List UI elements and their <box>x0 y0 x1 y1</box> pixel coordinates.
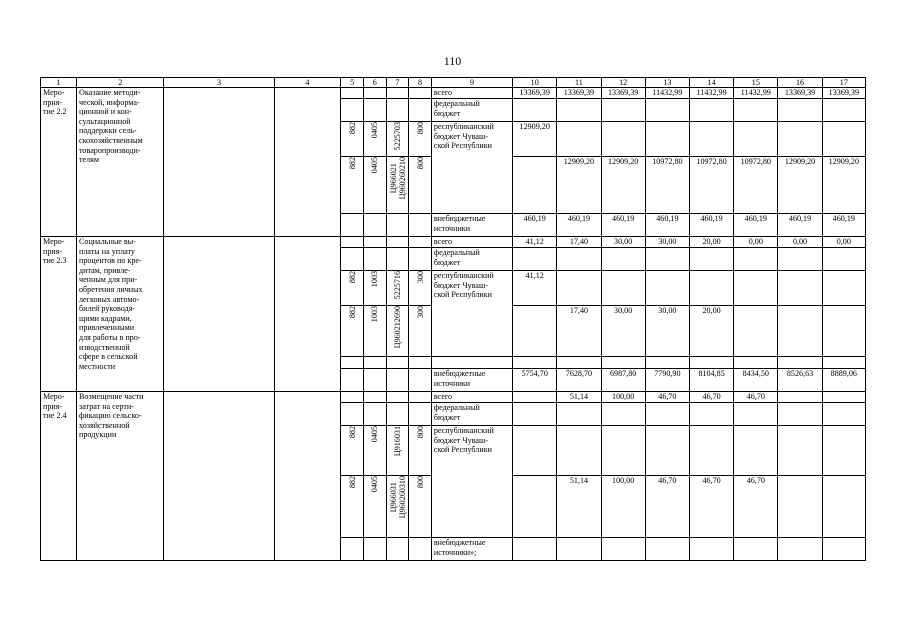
value-cell: 17,40 <box>557 237 601 248</box>
value-cell: 0,00 <box>778 237 822 248</box>
measure-id: Меро- прня- тие 2.2 <box>41 88 77 237</box>
value-cell: 11432,99 <box>689 88 733 99</box>
value-cell: 8434,50 <box>734 369 778 392</box>
value-cell <box>822 306 865 357</box>
value-cell <box>822 538 865 561</box>
measure-id: Меро- прия- тие 2.4 <box>41 392 77 561</box>
value-cell: 0,00 <box>822 237 865 248</box>
value-cell <box>513 392 557 403</box>
value-cell: 30,00 <box>601 237 645 248</box>
value-cell: 8104,85 <box>689 369 733 392</box>
column-number-cell: 13 <box>645 78 689 88</box>
value-cell: 51,14 <box>557 476 601 538</box>
value-cell: 11432,99 <box>645 88 689 99</box>
empty-cell <box>431 357 512 369</box>
value-cell: 8889,06 <box>822 369 865 392</box>
value-cell: 5754,70 <box>513 369 557 392</box>
value-cell <box>601 248 645 271</box>
column-number-cell: 7 <box>386 78 409 88</box>
source-label: федеральный бюджет <box>431 248 512 271</box>
code-cell <box>363 538 386 561</box>
value-cell <box>734 99 778 122</box>
grbs-code: 882 <box>341 271 364 306</box>
measure-total-row <box>41 392 866 403</box>
value-cell: 460,19 <box>689 214 733 237</box>
code-cell <box>409 99 432 122</box>
value-cell <box>822 476 865 538</box>
value-cell <box>513 306 557 357</box>
measure-description: Возмещение части затрат на серти- фикацию сельско- хозяйственной продукции <box>77 392 164 561</box>
value-cell: 30,00 <box>601 306 645 357</box>
value-cell: 100,00 <box>601 476 645 538</box>
expense-type-code: 800 <box>409 122 432 157</box>
value-cell <box>734 426 778 476</box>
code-cell <box>386 248 409 271</box>
expense-type-code: 800 <box>409 157 432 214</box>
value-cell: 46,70 <box>645 392 689 403</box>
code-cell <box>386 403 409 426</box>
target-article-code: Ц916031 <box>386 426 409 476</box>
source-label: республиканский бюджет Чуваш- ской Республики <box>431 122 512 214</box>
column-number-row <box>41 78 866 88</box>
code-cell <box>386 369 409 392</box>
value-cell: 12909,20 <box>513 122 557 157</box>
value-cell: 0,00 <box>734 237 778 248</box>
value-cell <box>601 426 645 476</box>
empty-cell <box>601 357 645 369</box>
measure-id: Меро- прия- тие 2.3 <box>41 237 77 392</box>
value-cell: 10972,80 <box>645 157 689 214</box>
empty-cell <box>409 357 432 369</box>
value-cell <box>513 538 557 561</box>
measure-total-row <box>41 88 866 99</box>
section-code: 0405 <box>363 122 386 157</box>
code-cell <box>363 88 386 99</box>
value-cell: 13369,39 <box>822 88 865 99</box>
value-cell: 46,70 <box>689 476 733 538</box>
source-label: всего <box>431 392 512 403</box>
section-code: 0405 <box>363 426 386 476</box>
code-cell <box>363 248 386 271</box>
source-label: внебюджетные источники <box>431 369 512 392</box>
code-cell <box>341 403 364 426</box>
value-cell <box>734 248 778 271</box>
source-label: республиканский бюджет Чуваш- ской Республики <box>431 271 512 357</box>
value-cell <box>513 99 557 122</box>
column-number-cell: 9 <box>431 78 512 88</box>
value-cell <box>513 403 557 426</box>
value-cell: 30,00 <box>645 237 689 248</box>
value-cell: 20,00 <box>689 306 733 357</box>
value-cell <box>734 271 778 306</box>
value-cell <box>822 99 865 122</box>
value-cell: 46,70 <box>734 476 778 538</box>
empty-cell <box>645 357 689 369</box>
value-cell: 460,19 <box>734 214 778 237</box>
code-cell <box>363 369 386 392</box>
value-cell: 460,19 <box>557 214 601 237</box>
value-cell <box>557 538 601 561</box>
value-cell <box>822 248 865 271</box>
column-number-cell: 11 <box>557 78 601 88</box>
value-cell: 10972,80 <box>734 157 778 214</box>
expense-type-code: 800 <box>409 426 432 476</box>
value-cell: 12909,20 <box>557 157 601 214</box>
value-cell <box>734 306 778 357</box>
value-cell <box>689 99 733 122</box>
code-cell <box>409 403 432 426</box>
participants-cell <box>274 392 341 561</box>
column-number-cell: 3 <box>164 78 274 88</box>
value-cell: 13369,39 <box>513 88 557 99</box>
source-label: всего <box>431 237 512 248</box>
value-cell <box>645 99 689 122</box>
column-number-cell: 8 <box>409 78 432 88</box>
empty-cell <box>822 357 865 369</box>
code-cell <box>341 369 364 392</box>
value-cell <box>689 426 733 476</box>
value-cell: 7790,90 <box>645 369 689 392</box>
value-cell <box>689 248 733 271</box>
value-cell <box>513 248 557 271</box>
code-cell <box>409 88 432 99</box>
code-cell <box>386 214 409 237</box>
section-code: 1003 <box>363 306 386 357</box>
code-cell <box>341 538 364 561</box>
section-code: 1003 <box>363 271 386 306</box>
value-cell: 100,00 <box>601 392 645 403</box>
source-label: федеральный бюджет <box>431 403 512 426</box>
value-cell <box>513 426 557 476</box>
responsible-cell <box>164 237 274 392</box>
value-cell <box>689 538 733 561</box>
source-label: всего <box>431 88 512 99</box>
empty-cell <box>363 357 386 369</box>
empty-cell <box>778 357 822 369</box>
grbs-code: 882 <box>341 476 364 538</box>
value-cell: 46,70 <box>645 476 689 538</box>
value-cell: 46,70 <box>734 392 778 403</box>
code-cell <box>341 214 364 237</box>
value-cell: 41,12 <box>513 271 557 306</box>
code-cell <box>341 88 364 99</box>
column-number-cell: 12 <box>601 78 645 88</box>
code-cell <box>409 248 432 271</box>
value-cell <box>645 538 689 561</box>
source-label: внебюджетные источники <box>431 214 512 237</box>
value-cell <box>778 476 822 538</box>
code-cell <box>341 237 364 248</box>
value-cell <box>822 426 865 476</box>
code-cell <box>409 538 432 561</box>
column-number-cell: 15 <box>734 78 778 88</box>
responsible-cell <box>164 88 274 237</box>
value-cell: 6987,80 <box>601 369 645 392</box>
value-cell <box>734 122 778 157</box>
value-cell <box>778 248 822 271</box>
empty-cell <box>734 357 778 369</box>
responsible-cell <box>164 392 274 561</box>
value-cell: 7628,70 <box>557 369 601 392</box>
value-cell <box>822 271 865 306</box>
target-article-code: Ц966021 Ц960260210 <box>386 157 409 214</box>
code-cell <box>363 403 386 426</box>
value-cell <box>778 426 822 476</box>
value-cell <box>778 271 822 306</box>
code-cell <box>341 392 364 403</box>
value-cell <box>689 403 733 426</box>
value-cell: 20,00 <box>689 237 733 248</box>
code-cell <box>386 88 409 99</box>
target-article-code: 5225703 <box>386 122 409 157</box>
section-code: 0405 <box>363 157 386 214</box>
value-cell <box>689 122 733 157</box>
value-cell <box>822 403 865 426</box>
participants-cell <box>274 237 341 392</box>
value-cell <box>557 403 601 426</box>
value-cell <box>778 392 822 403</box>
value-cell <box>734 538 778 561</box>
source-label: федеральный бюджет <box>431 99 512 122</box>
code-cell <box>386 392 409 403</box>
value-cell: 41,12 <box>513 237 557 248</box>
value-cell <box>601 403 645 426</box>
value-cell <box>601 99 645 122</box>
value-cell <box>822 122 865 157</box>
code-cell <box>363 214 386 237</box>
code-cell <box>363 237 386 248</box>
value-cell: 460,19 <box>601 214 645 237</box>
value-cell <box>645 426 689 476</box>
value-cell: 30,00 <box>645 306 689 357</box>
column-number-cell: 2 <box>77 78 164 88</box>
code-cell <box>409 369 432 392</box>
column-number-cell: 17 <box>822 78 865 88</box>
value-cell: 12909,20 <box>822 157 865 214</box>
value-cell <box>513 157 557 214</box>
target-article-code: Ц960212690 <box>386 306 409 357</box>
value-cell: 460,19 <box>513 214 557 237</box>
value-cell <box>557 99 601 122</box>
value-cell <box>645 271 689 306</box>
value-cell <box>557 426 601 476</box>
empty-cell <box>341 357 364 369</box>
column-number-cell: 1 <box>41 78 77 88</box>
value-cell: 46,70 <box>689 392 733 403</box>
expense-type-code: 800 <box>409 476 432 538</box>
target-article-code: 5225716 <box>386 271 409 306</box>
code-cell <box>409 392 432 403</box>
value-cell: 12909,20 <box>778 157 822 214</box>
value-cell <box>778 99 822 122</box>
grbs-code: 882 <box>341 157 364 214</box>
value-cell: 460,19 <box>822 214 865 237</box>
value-cell <box>601 271 645 306</box>
code-cell <box>363 392 386 403</box>
value-cell <box>645 403 689 426</box>
code-cell <box>386 538 409 561</box>
column-number-cell: 14 <box>689 78 733 88</box>
source-label: внебюджетные источники»; <box>431 538 512 561</box>
grbs-code: 882 <box>341 122 364 157</box>
value-cell: 460,19 <box>778 214 822 237</box>
empty-cell <box>689 357 733 369</box>
program-measures-table <box>40 77 866 561</box>
value-cell: 51,14 <box>557 392 601 403</box>
code-cell <box>409 214 432 237</box>
value-cell: 8526,63 <box>778 369 822 392</box>
value-cell: 13369,39 <box>601 88 645 99</box>
page-number: 110 <box>443 54 462 68</box>
measure-description: Социальные вы- платы на уплату процентов по кре- дитам, привле- ченным для при- обретения личных легковых автомо- билей руководя- щими кадрами, привлеченными для работы в про- изводственной сфере в сельской местности <box>77 237 164 392</box>
empty-cell <box>386 357 409 369</box>
value-cell: 460,19 <box>645 214 689 237</box>
column-number-cell: 10 <box>513 78 557 88</box>
column-number-cell: 6 <box>363 78 386 88</box>
participants-cell <box>274 88 341 237</box>
target-article-code: Ц966031 Ц960260310 <box>386 476 409 538</box>
column-number-cell: 16 <box>778 78 822 88</box>
value-cell <box>778 538 822 561</box>
code-cell <box>341 99 364 122</box>
value-cell <box>557 271 601 306</box>
value-cell <box>645 122 689 157</box>
column-number-cell: 4 <box>274 78 341 88</box>
value-cell: 12909,20 <box>601 157 645 214</box>
value-cell <box>557 248 601 271</box>
value-cell <box>778 122 822 157</box>
section-code: 0405 <box>363 476 386 538</box>
value-cell <box>601 538 645 561</box>
value-cell <box>557 122 601 157</box>
code-cell <box>409 237 432 248</box>
expense-type-code: 300 <box>409 271 432 306</box>
value-cell: 17,40 <box>557 306 601 357</box>
column-number-cell: 5 <box>341 78 364 88</box>
code-cell <box>386 237 409 248</box>
code-cell <box>341 248 364 271</box>
value-cell <box>645 248 689 271</box>
value-cell <box>822 392 865 403</box>
value-cell <box>513 476 557 538</box>
expense-type-code: 300 <box>409 306 432 357</box>
source-label: республиканский бюджет Чуваш- ской Республики <box>431 426 512 538</box>
value-cell: 11432,99 <box>734 88 778 99</box>
value-cell <box>734 403 778 426</box>
code-cell <box>386 99 409 122</box>
value-cell <box>689 271 733 306</box>
value-cell: 10972,80 <box>689 157 733 214</box>
value-cell: 13369,39 <box>557 88 601 99</box>
value-cell <box>778 403 822 426</box>
code-cell <box>363 99 386 122</box>
value-cell <box>601 122 645 157</box>
empty-cell <box>557 357 601 369</box>
grbs-code: 882 <box>341 426 364 476</box>
value-cell: 13369,39 <box>778 88 822 99</box>
grbs-code: 882 <box>341 306 364 357</box>
empty-cell <box>513 357 557 369</box>
measure-total-row <box>41 237 866 248</box>
value-cell <box>778 306 822 357</box>
measure-description: Оказание методи- ческой, информа- ционной и кон- сультационной поддержки сель- скохозяйственным товаропроизводи- телям <box>77 88 164 237</box>
